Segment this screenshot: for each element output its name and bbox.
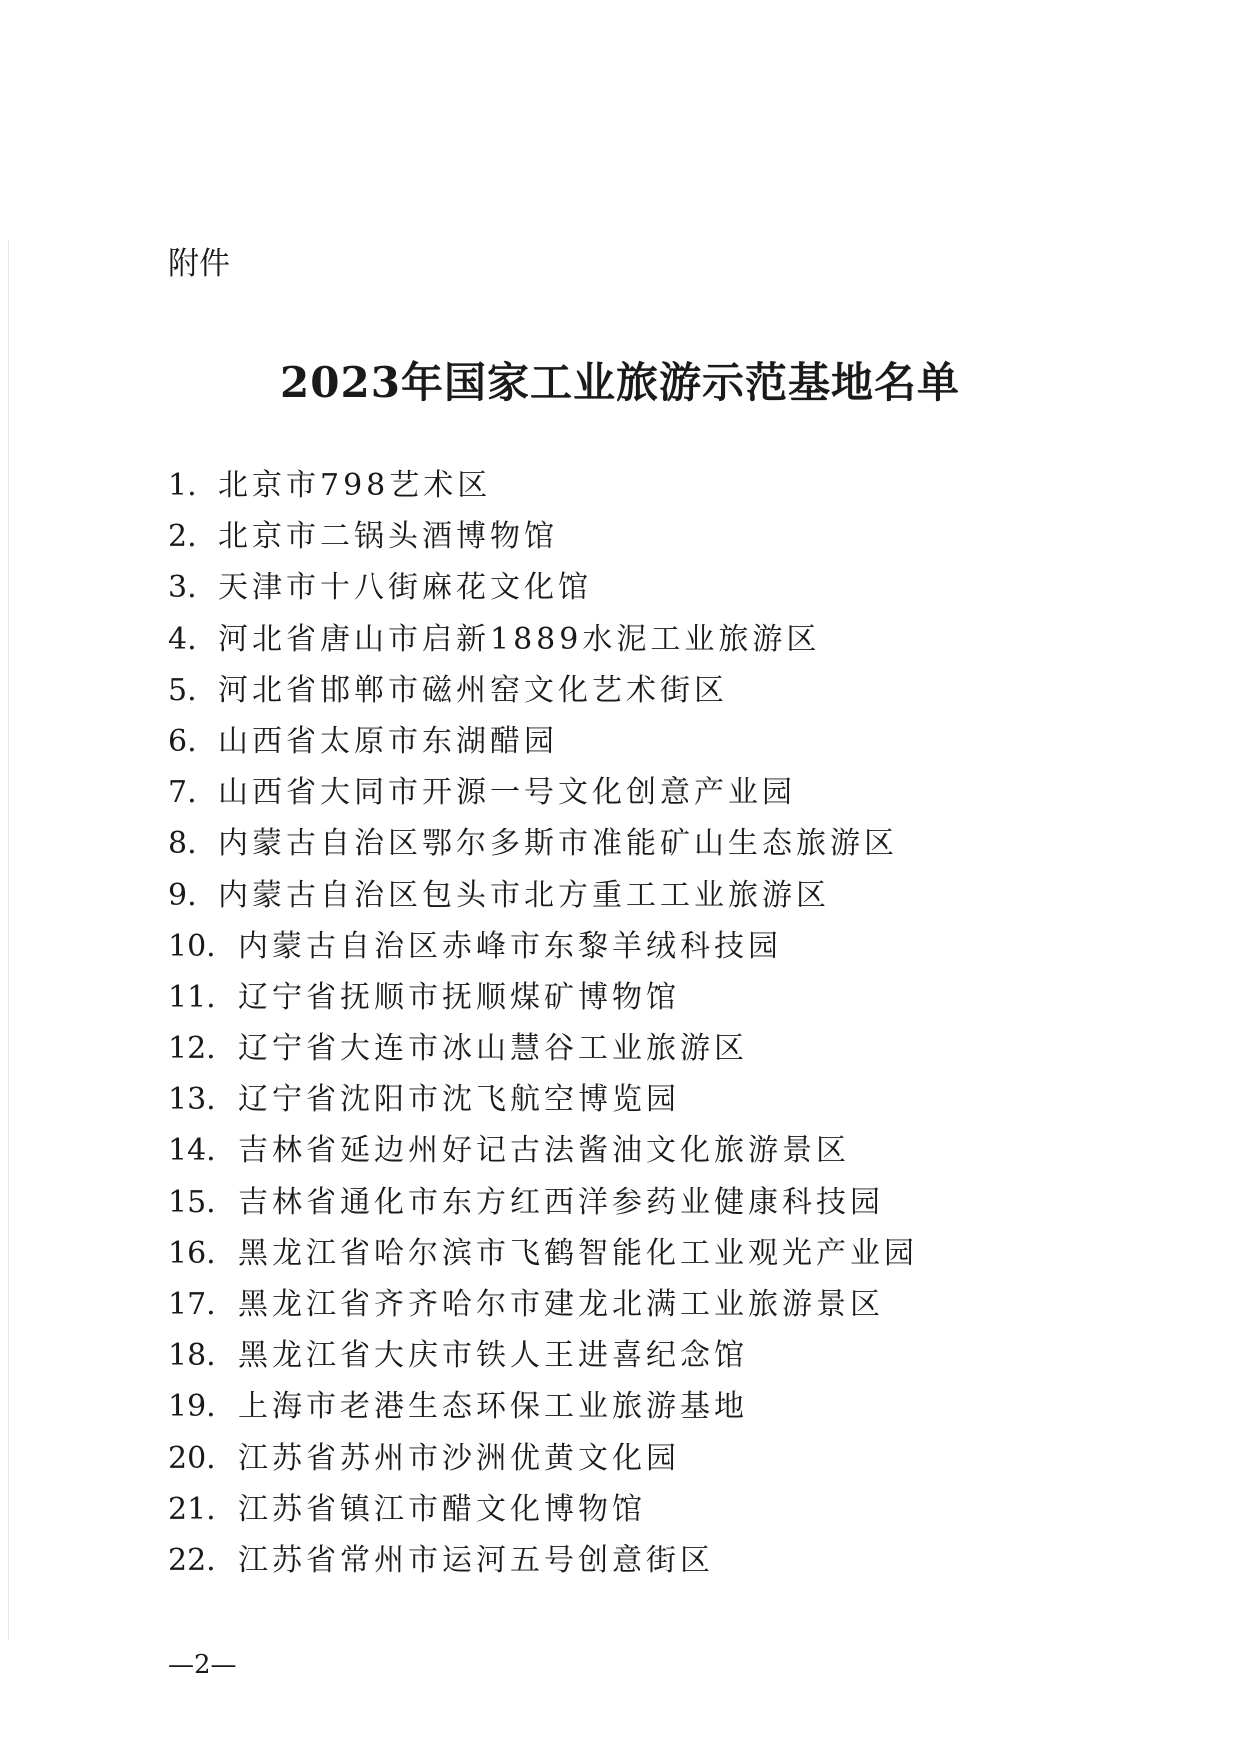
item-number: 12. [168, 1031, 216, 1067]
item-text: 山西省大同市开源一号文化创意产业园 [218, 775, 796, 811]
item-text: 内蒙古自治区包头市北方重工工业旅游区 [218, 877, 830, 913]
item-text: 天津市十八街麻花文化馆 [218, 570, 592, 606]
list-item [168, 1438, 918, 1489]
item-text: 黑龙江省哈尔滨市飞鹤智能化工业观光产业园 [238, 1235, 918, 1271]
item-number: 19. [168, 1389, 216, 1425]
list-item [168, 516, 918, 567]
list-item [168, 721, 918, 772]
item-text: 辽宁省抚顺市抚顺煤矿博物馆 [238, 979, 680, 1015]
item-text: 辽宁省沈阳市沈飞航空博览园 [238, 1082, 680, 1118]
list-item [168, 670, 918, 721]
item-text: 北京市798艺术区 [218, 468, 492, 503]
item-number: 16. [168, 1235, 216, 1271]
item-text: 吉林省延边州好记古法酱油文化旅游景区 [238, 1133, 850, 1169]
item-number: 9. [168, 877, 197, 913]
item-text: 江苏省镇江市醋文化博物馆 [238, 1491, 646, 1527]
item-text: 黑龙江省齐齐哈尔市建龙北满工业旅游景区 [238, 1287, 884, 1322]
page-number: —2— [168, 1650, 237, 1680]
item-number: 5. [168, 672, 197, 708]
list-item [168, 1540, 918, 1591]
list-item [168, 823, 918, 874]
item-text: 山西省太原市东湖醋园 [218, 723, 558, 759]
item-number: 22. [168, 1542, 216, 1578]
item-number: 8. [168, 826, 197, 862]
item-text: 北京市二锅头酒博物馆 [218, 519, 558, 555]
item-number: 1. [168, 468, 197, 503]
item-number: 21. [168, 1491, 216, 1527]
list-item [168, 1489, 918, 1540]
item-number: 2. [168, 519, 197, 555]
item-text: 黑龙江省大庆市铁人王进喜纪念馆 [238, 1338, 748, 1374]
list-item [168, 619, 918, 670]
item-text: 江苏省常州市运河五号创意街区 [238, 1542, 714, 1578]
item-number: 14. [168, 1133, 216, 1169]
item-number: 20. [168, 1440, 216, 1476]
item-text: 内蒙古自治区鄂尔多斯市准能矿山生态旅游区 [218, 826, 898, 862]
item-text: 上海市老港生态环保工业旅游基地 [238, 1389, 748, 1425]
item-number: 11. [168, 979, 216, 1015]
item-text: 辽宁省大连市冰山慧谷工业旅游区 [238, 1031, 748, 1067]
item-number: 13. [168, 1082, 216, 1118]
list-item [168, 1028, 918, 1079]
item-text: 内蒙古自治区赤峰市东黎羊绒科技园 [238, 928, 782, 964]
item-text: 河北省邯郸市磁州窑文化艺术街区 [218, 672, 728, 708]
list-item [168, 1386, 918, 1437]
list-item [168, 1079, 918, 1130]
list-item [168, 1182, 918, 1233]
item-number: 6. [168, 723, 197, 759]
list-item [168, 926, 918, 977]
item-text: 江苏省苏州市沙洲优黄文化园 [238, 1440, 680, 1476]
item-number: 3. [168, 570, 197, 606]
list-item [168, 1130, 918, 1181]
item-number: 17. [168, 1287, 216, 1322]
list-item [168, 465, 918, 516]
item-text: 河北省唐山市启新1889水泥工业旅游区 [218, 621, 821, 657]
list-item [168, 1284, 918, 1335]
list-item [168, 1335, 918, 1386]
item-number: 7. [168, 775, 197, 811]
list-item [168, 977, 918, 1028]
attachment-label: 附件 [168, 246, 230, 282]
list-item [168, 772, 918, 823]
list-item [168, 875, 918, 926]
document-title: 2023年国家工业旅游示范基地名单 [280, 358, 960, 407]
base-list [168, 465, 918, 1591]
list-item [168, 1233, 918, 1284]
item-number: 4. [168, 621, 197, 657]
scan-edge-line [8, 240, 9, 1640]
item-number: 18. [168, 1338, 216, 1374]
item-text: 吉林省通化市东方红西洋参药业健康科技园 [238, 1184, 884, 1220]
item-number: 15. [168, 1184, 216, 1220]
list-item [168, 567, 918, 618]
item-number: 10. [168, 928, 216, 964]
